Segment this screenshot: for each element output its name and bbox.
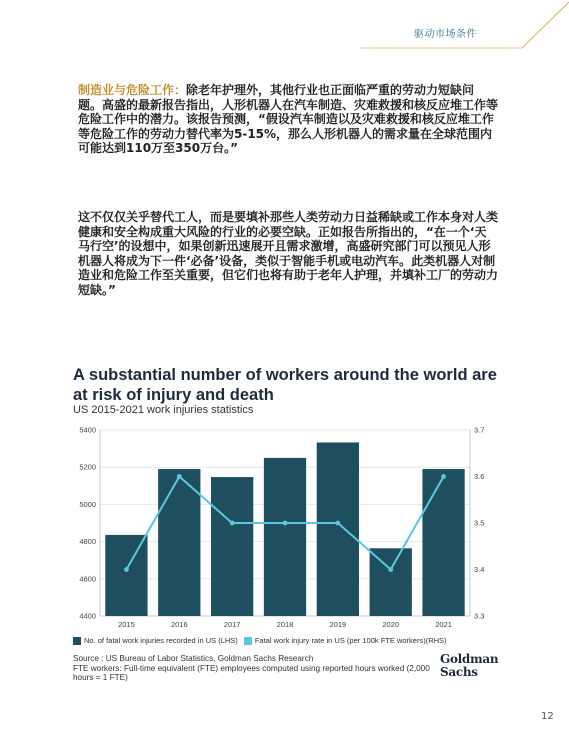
paragraph-body: 除老年护理外，其他行业也正面临严重的劳动力短缺问题。高盛的最新报告指出，人形机器人在汽车制造、灾难救援和核反应堆工作等危险工作中的潜力。该报告预测，“假设汽车制造以及灾难救援和核反应堆工作等危险工作的劳动力替代率为5-15%，那么人形机器人的需求量在全球范围内可能达到110万至350万台。” <box>78 83 499 156</box>
y-right-tick-label: 3.4 <box>474 565 485 574</box>
paragraph-lead: 制造业与危险工作： <box>78 83 187 97</box>
paragraph-manufacturing <box>78 83 498 156</box>
paragraph-replacement: 这不仅仅关乎替代工人，而是要填补那些人类劳动力日益稀缺或工作本身对人类健康和安全构成重大风险的行业的必要空缺。正如报告所指出的，“在一个‘天马行空’的设想中，如果创新迅速展开且需求激增，高盛研究部门可以预见人形机器人将成为下一件‘必备’设备，类似于智能手机或电动汽车。此类机器人对制造业和危险工作至关重要，但它们也将有助于老年人护理，并填补工厂的劳动力短缺。” <box>78 210 499 297</box>
y-left-tick-label: 4800 <box>79 537 96 547</box>
y-right-tick-label: 3.3 <box>474 611 485 621</box>
rate-point-2020 <box>388 567 393 572</box>
header-decoration <box>0 0 569 60</box>
work-injuries-chart <box>60 418 510 640</box>
legend-swatch-line <box>244 637 252 645</box>
bar-2020 <box>370 548 412 616</box>
legend-label-line: Fatal work injury rate in US (per 100k FTE workers)(RHS) <box>254 636 447 645</box>
rate-point-2015 <box>124 567 129 572</box>
legend-item-line <box>244 636 447 645</box>
bar-2017 <box>211 477 253 616</box>
legend-label-bars: No. of fatal work injuries recorded in US (LHS) <box>84 636 238 645</box>
x-tick-label: 2016 <box>170 620 188 629</box>
x-tick-label: 2015 <box>118 620 135 629</box>
rate-point-2018 <box>283 521 288 526</box>
source-line: Source : US Bureau of Labor Statistics, Goldman Sachs Research <box>73 654 314 663</box>
chart-subtitle: US 2015-2021 work injuries statistics <box>73 404 254 416</box>
x-tick-label: 2018 <box>276 620 294 629</box>
fte-note: FTE workers: Full-time equivalent (FTE) employees computed using reported hours worked (2,000 hours = 1 FTE) <box>73 663 430 683</box>
y-left-tick-label: 4600 <box>79 574 96 584</box>
y-right-tick-label: 3.6 <box>474 472 485 481</box>
y-right-tick-label: 3.7 <box>474 425 485 435</box>
bar-2021 <box>422 469 464 616</box>
x-tick-label: 2021 <box>435 620 452 629</box>
y-left-tick-label: 5000 <box>79 499 96 509</box>
x-tick-label: 2020 <box>382 620 400 629</box>
y-left-tick-label: 5200 <box>79 462 96 472</box>
goldman-sachs-logo: Goldman Sachs <box>440 652 499 679</box>
rate-point-2017 <box>230 521 235 526</box>
section-title: 驱动市场条件 <box>414 29 477 40</box>
bar-2018 <box>264 458 306 616</box>
rate-point-2021 <box>441 474 446 479</box>
bar-2015 <box>105 535 147 616</box>
bar-2016 <box>158 469 200 616</box>
page-number: 12 <box>541 711 554 722</box>
chart-source <box>73 654 433 683</box>
chart-legend <box>73 636 453 645</box>
y-left-tick-label: 5400 <box>79 425 96 435</box>
x-tick-label: 2017 <box>223 620 241 629</box>
legend-item-bars <box>73 636 238 645</box>
legend-swatch-bars <box>73 637 81 645</box>
rate-point-2016 <box>177 474 182 479</box>
chart-title: A substantial number of workers around the world are at risk of injury and death <box>73 366 497 404</box>
x-tick-label: 2019 <box>329 620 347 629</box>
y-left-tick-label: 4400 <box>79 611 96 621</box>
y-right-tick-label: 3.5 <box>474 518 485 528</box>
rate-point-2019 <box>335 521 340 526</box>
bar-2019 <box>317 442 359 616</box>
